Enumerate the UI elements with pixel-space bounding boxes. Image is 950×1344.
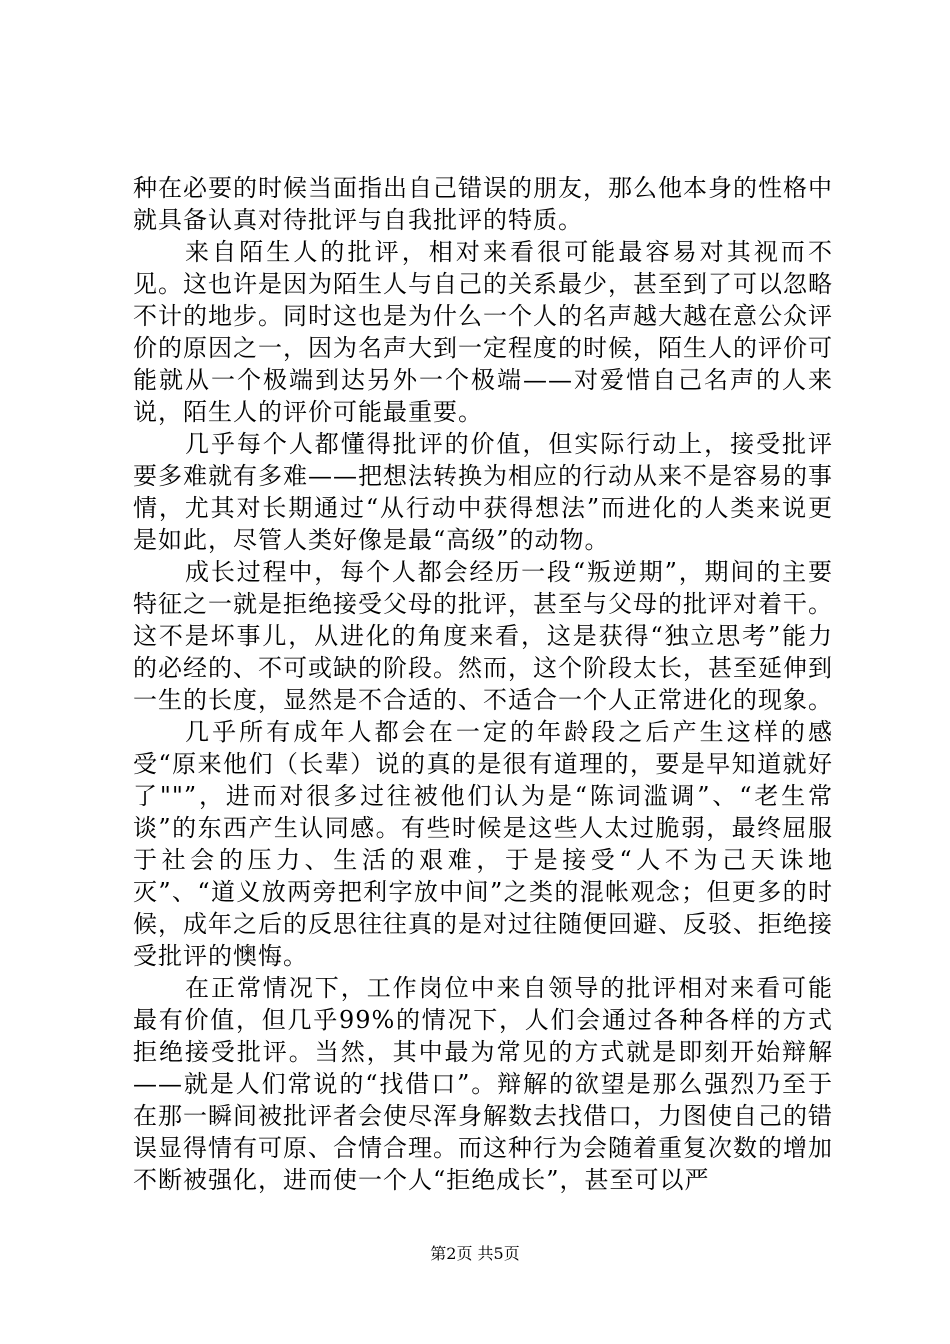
paragraph-value-of-criticism: 几乎每个人都懂得批评的价值，但实际行动上，接受批评要多难就有多难——把想法转换为相应的行动从来不是容易的事情，尤其对长期通过“从行动中获得想法”而进化的人类来说更是如此，尽管人类好像是最“高级”的动物。	[133, 430, 833, 554]
paragraph-workplace-criticism: 在正常情况下，工作岗位中来自领导的批评相对来看可能最有价值，但几乎99%的情况下，人们会通过各种各样的方式拒绝接受批评。当然，其中最为常见的方式就是即刻开始辩解——就是人们常说的“找借口”。辩解的欲望是那么强烈乃至于在那一瞬间被批评者会使尽浑身解数去找借口，力图使自己的错误显得情有可原、合情合理。而这种行为会随着重复次数的增加不断被强化，进而使一个人“拒绝成长”，甚至可以严	[133, 974, 833, 1194]
paragraph-continued: 种在必要的时候当面指出自己错误的朋友，那么他本身的性格中就具备认真对待批评与自我批评的特质。	[133, 174, 833, 234]
paragraph-rebellious-period: 成长过程中，每个人都会经历一段“叛逆期”，期间的主要特征之一就是拒绝接受父母的批评，甚至与父母的批评对着干。这不是坏事儿，从进化的角度来看，这是获得“独立思考”能力的必经的、不可或缺的阶段。然而，这个阶段太长，甚至延伸到一生的长度，显然是不合适的、不适合一个人正常进化的现象。	[133, 558, 833, 714]
paragraph-adult-reflection: 几乎所有成年人都会在一定的年龄段之后产生这样的感受“原来他们（长辈）说的真的是很有道理的，要是早知道就好了""”，进而对很多过往被他们认为是“陈词滥调”、“老生常谈”的东西产生认同感。有些时候是这些人太过脆弱，最终屈服于社会的压力、生活的艰难，于是接受“人不为己天诛地灭”、“道义放两旁把利字放中间”之类的混帐观念；但更多的时候，成年之后的反思往往真的是对过往随便回避、反驳、拒绝接受批评的懊悔。	[133, 718, 833, 970]
document-body	[133, 172, 833, 1196]
page-number-footer: 第2页 共5页	[430, 1244, 520, 1263]
paragraph-stranger-criticism: 来自陌生人的批评，相对来看很可能最容易对其视而不见。这也许是因为陌生人与自己的关系最少，甚至到了可以忽略不计的地步。同时这也是为什么一个人的名声越大越在意公众评价的原因之一，因为名声大到一定程度的时候，陌生人的评价可能就从一个极端到达另外一个极端——对爱惜自己名声的人来说，陌生人的评价可能最重要。	[133, 238, 833, 426]
